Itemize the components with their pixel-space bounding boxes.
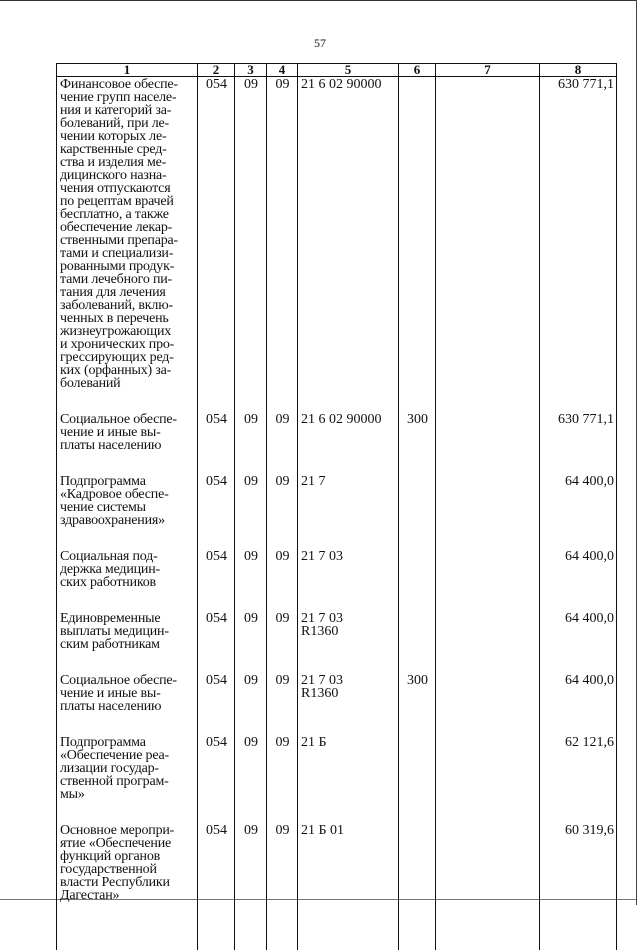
table-row (57, 823, 617, 950)
row-c2: 054 (198, 474, 235, 549)
header-col-4: 4 (267, 64, 298, 77)
row-name-line: заболеваний, вклю- (60, 299, 195, 312)
row-c2: 054 (198, 611, 235, 673)
header-col-5: 5 (298, 64, 399, 77)
row-c4: 09 (267, 673, 298, 735)
row-col-7 (436, 474, 540, 549)
row-name-line: функций органов (60, 850, 195, 863)
row-c4: 09 (267, 823, 298, 950)
table-row (57, 611, 617, 673)
header-col-7: 7 (436, 64, 540, 77)
header-col-6: 6 (399, 64, 436, 77)
row-c2: 054 (198, 77, 235, 413)
row-name-line: ства и изделия ме- (60, 156, 195, 169)
row-amount: 64 400,0 (540, 673, 617, 735)
row-expense-type (399, 611, 436, 673)
row-name-line: Основное меропри- (60, 824, 195, 837)
table-row (57, 735, 617, 823)
row-c4: 09 (267, 549, 298, 611)
row-name-line: чение системы (60, 501, 195, 514)
row-name-line: дицинского назна- (60, 169, 195, 182)
row-c3: 09 (235, 823, 267, 950)
row-name-line: бесплатно, а также (60, 208, 195, 221)
row-code-line: R1360 (301, 687, 396, 700)
row-name-line: рованными продук- (60, 260, 195, 273)
page-border-top (0, 0, 636, 1)
budget-table (56, 63, 617, 950)
row-col-7 (436, 735, 540, 823)
row-name-line: власти Республики (60, 876, 195, 889)
row-name-line: лизации государ- (60, 762, 195, 775)
row-col-7 (436, 611, 540, 673)
row-name-line: Подпрограмма (60, 475, 195, 488)
row-amount: 62 121,6 (540, 735, 617, 823)
row-expense-type (399, 735, 436, 823)
table-row (57, 77, 617, 413)
row-name (57, 611, 198, 673)
row-name (57, 77, 198, 413)
row-c3: 09 (235, 412, 267, 474)
row-name-line: Социальное обеспе- (60, 674, 195, 687)
row-amount: 60 319,6 (540, 823, 617, 950)
row-target-code (298, 823, 399, 950)
table-row (57, 673, 617, 735)
table-body (57, 77, 617, 950)
row-code-line: 21 7 03 (301, 550, 396, 563)
row-name (57, 474, 198, 549)
row-code-line: R1360 (301, 625, 396, 638)
row-c3: 09 (235, 673, 267, 735)
row-code-line: 21 7 03 (301, 674, 396, 687)
row-name-line: болеваний (60, 377, 195, 390)
row-col-7 (436, 412, 540, 474)
row-name-line: грессирующих ред- (60, 351, 195, 364)
row-c4: 09 (267, 735, 298, 823)
row-c3: 09 (235, 549, 267, 611)
row-c4: 09 (267, 474, 298, 549)
row-code-line: 21 7 03 (301, 612, 396, 625)
row-target-code (298, 474, 399, 549)
row-c2: 054 (198, 673, 235, 735)
row-name-line: ственной програм- (60, 775, 195, 788)
row-name-line: выплаты медицин- (60, 625, 195, 638)
row-c2: 054 (198, 549, 235, 611)
row-amount: 64 400,0 (540, 474, 617, 549)
row-name-line: ским работникам (60, 638, 195, 651)
row-name (57, 412, 198, 474)
row-name-line: чения отпускаются (60, 182, 195, 195)
row-c4: 09 (267, 611, 298, 673)
row-name-line: ятие «Обеспечение (60, 837, 195, 850)
row-c3: 09 (235, 77, 267, 413)
page-border-right (636, 0, 637, 905)
row-code-line: 21 6 02 90000 (301, 78, 396, 91)
row-c2: 054 (198, 823, 235, 950)
row-name-line: ния и категорий за- (60, 104, 195, 117)
row-expense-type (399, 77, 436, 413)
row-c3: 09 (235, 611, 267, 673)
row-c3: 09 (235, 735, 267, 823)
row-name-line: тами лечебного пи- (60, 273, 195, 286)
row-name-line: платы населению (60, 439, 195, 452)
row-expense-type: 300 (399, 412, 436, 474)
row-name-line: и хронических про- (60, 338, 195, 351)
row-expense-type (399, 549, 436, 611)
row-code-line: 21 7 (301, 475, 396, 488)
row-name-line: Подпрограмма (60, 736, 195, 749)
row-name-line: тами и специализи- (60, 247, 195, 260)
row-name-line: Единовременные (60, 612, 195, 625)
row-name-line: чении которых ле- (60, 130, 195, 143)
row-col-7 (436, 549, 540, 611)
row-name-line: по рецептам врачей (60, 195, 195, 208)
table-row (57, 412, 617, 474)
row-expense-type (399, 823, 436, 950)
row-c3: 09 (235, 474, 267, 549)
row-name-line: Социальная под- (60, 550, 195, 563)
table-row (57, 474, 617, 549)
row-amount: 630 771,1 (540, 77, 617, 413)
row-c2: 054 (198, 412, 235, 474)
table-row (57, 549, 617, 611)
row-target-code (298, 735, 399, 823)
header-col-8: 8 (540, 64, 617, 77)
row-amount: 64 400,0 (540, 549, 617, 611)
header-row (57, 64, 617, 77)
row-name-line: ственными препара- (60, 234, 195, 247)
row-code-line: 21 6 02 90000 (301, 413, 396, 426)
row-name (57, 735, 198, 823)
row-amount: 64 400,0 (540, 611, 617, 673)
row-col-7 (436, 673, 540, 735)
row-name-line: «Кадровое обеспе- (60, 488, 195, 501)
row-name-line: ких (орфанных) за- (60, 364, 195, 377)
page-number: 57 (0, 36, 640, 51)
row-name (57, 673, 198, 735)
row-target-code (298, 412, 399, 474)
row-name-line: обеспечение лекар- (60, 221, 195, 234)
row-name-line: Социальное обеспе- (60, 413, 195, 426)
row-name-line: государственной (60, 863, 195, 876)
row-name-line: ских работников (60, 576, 195, 589)
row-name-line: чение групп населе- (60, 91, 195, 104)
row-target-code (298, 549, 399, 611)
row-c4: 09 (267, 412, 298, 474)
header-col-1: 1 (57, 64, 198, 77)
row-name-line: болеваний, при ле- (60, 117, 195, 130)
row-name-line: Дагестан» (60, 889, 195, 902)
row-col-7 (436, 823, 540, 950)
row-col-7 (436, 77, 540, 413)
row-name-line: чение и иные вы- (60, 687, 195, 700)
row-name (57, 549, 198, 611)
row-expense-type (399, 474, 436, 549)
row-target-code (298, 77, 399, 413)
row-name-line: ченных в перечень (60, 312, 195, 325)
row-c4: 09 (267, 77, 298, 413)
row-expense-type: 300 (399, 673, 436, 735)
row-name-line: тания для лечения (60, 286, 195, 299)
row-name-line: карственные сред- (60, 143, 195, 156)
row-amount: 630 771,1 (540, 412, 617, 474)
row-name-line: чение и иные вы- (60, 426, 195, 439)
row-name-line: Финансовое обеспе- (60, 78, 195, 91)
row-name (57, 823, 198, 950)
row-c2: 054 (198, 735, 235, 823)
row-name-line: жизнеугрожающих (60, 325, 195, 338)
header-col-3: 3 (235, 64, 267, 77)
row-name-line: держка медицин- (60, 563, 195, 576)
row-target-code (298, 611, 399, 673)
row-target-code (298, 673, 399, 735)
header-col-2: 2 (198, 64, 235, 77)
row-code-line: 21 Б 01 (301, 824, 396, 837)
row-name-line: здравоохранения» (60, 514, 195, 527)
row-name-line: мы» (60, 788, 195, 801)
row-name-line: платы населению (60, 700, 195, 713)
row-name-line: «Обеспечение реа- (60, 749, 195, 762)
row-code-line: 21 Б (301, 736, 396, 749)
